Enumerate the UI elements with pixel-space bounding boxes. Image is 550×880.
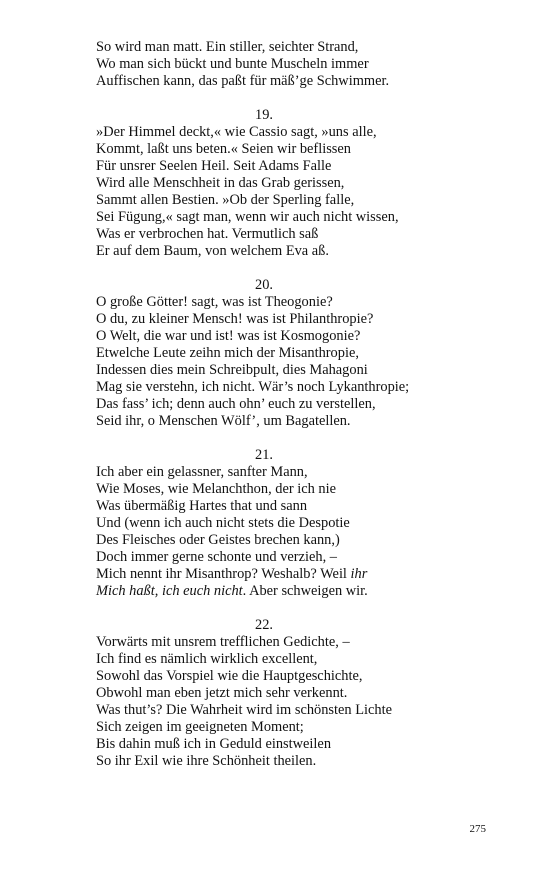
verse-line: Was übermäßig Hartes that und sann — [96, 498, 308, 514]
verse-line: Sei Fügung,« sagt man, wenn wir auch nicht wissen, — [96, 209, 399, 225]
verse-line: »Der Himmel deckt,« wie Cassio sagt, »uns alle, — [96, 124, 377, 140]
verse-line: So wird man matt. Ein stiller, seichter Strand, — [96, 39, 359, 55]
verse-line: Auffischen kann, das paßt für mäß’ge Schwimmer. — [96, 73, 390, 89]
verse-line: Seid ihr, o Menschen Wölf’, um Bagatellen. — [96, 413, 351, 429]
verse-line: So ihr Exil wie ihre Schönheit theilen. — [96, 753, 317, 769]
verse-line: Mag sie verstehn, ich nicht. Wär’s noch Lykanthropie; — [96, 379, 410, 395]
verse-line: Das fass’ ich; denn auch ohn’ euch zu verstellen, — [96, 396, 376, 412]
stanza-19 — [96, 107, 516, 260]
verse-line: Indessen dies mein Schreibpult, dies Mahagoni — [96, 362, 368, 378]
stanza-number: 19. — [255, 107, 273, 123]
stanza-continuation — [96, 39, 516, 90]
verse-line: Des Fleisches oder Geistes brechen kann,) — [96, 532, 340, 548]
verse-text-italic: Mich haßt, ich euch nicht — [96, 583, 243, 599]
page-number: 275 — [469, 823, 486, 835]
stanza-number: 21. — [255, 447, 273, 463]
verse-line — [96, 583, 516, 600]
verse-line: O du, zu kleiner Mensch! was ist Philanthropie? — [96, 311, 374, 327]
poem-page — [96, 39, 516, 770]
stanza-number: 22. — [255, 617, 273, 633]
verse-text: . Aber schweigen wir. — [242, 583, 368, 599]
verse-text: Mich nennt ihr Misanthrop? Weshalb? Weil — [96, 566, 351, 582]
verse-line: Er auf dem Baum, von welchem Eva aß. — [96, 243, 329, 259]
verse-line: Kommt, laßt uns beten.« Seien wir beflissen — [96, 141, 351, 157]
verse-line: Sich zeigen im geeigneten Moment; — [96, 719, 304, 735]
verse-line: Für unsrer Seelen Heil. Seit Adams Falle — [96, 158, 332, 174]
verse-line: Ich find es nämlich wirklich excellent, — [96, 651, 318, 667]
verse-line: Doch immer gerne schonte und verzieh, – — [96, 549, 337, 565]
verse-line: Was er verbrochen hat. Vermutlich saß — [96, 226, 319, 242]
verse-line: Etwelche Leute zeihn mich der Misanthropie, — [96, 345, 359, 361]
verse-line: Sammt allen Bestien. »Ob der Sperling falle, — [96, 192, 355, 208]
stanza-21 — [96, 447, 516, 600]
verse-line: O große Götter! sagt, was ist Theogonie? — [96, 294, 333, 310]
verse-line: Bis dahin muß ich in Geduld einstweilen — [96, 736, 332, 752]
verse-line: Und (wenn ich auch nicht stets die Despotie — [96, 515, 350, 531]
stanza-20 — [96, 277, 516, 430]
verse-line: Was thut’s? Die Wahrheit wird im schönsten Lichte — [96, 702, 392, 718]
verse-line: Wie Moses, wie Melanchthon, der ich nie — [96, 481, 336, 497]
verse-text-italic: ihr — [350, 566, 368, 582]
verse-line: Wird alle Menschheit in das Grab gerissen, — [96, 175, 345, 191]
verse-line: Wo man sich bückt und bunte Muscheln immer — [96, 56, 369, 72]
verse-line: Obwohl man eben jetzt mich sehr verkennt. — [96, 685, 348, 701]
verse-line: Sowohl das Vorspiel wie die Hauptgeschichte, — [96, 668, 363, 684]
verse-line: Vorwärts mit unsrem trefflichen Gedichte, – — [96, 634, 350, 650]
stanza-number: 20. — [255, 277, 273, 293]
stanza-22 — [96, 617, 516, 770]
verse-line: Ich aber ein gelassner, sanfter Mann, — [96, 464, 308, 480]
verse-line — [96, 566, 516, 583]
verse-line: O Welt, die war und ist! was ist Kosmogonie? — [96, 328, 361, 344]
